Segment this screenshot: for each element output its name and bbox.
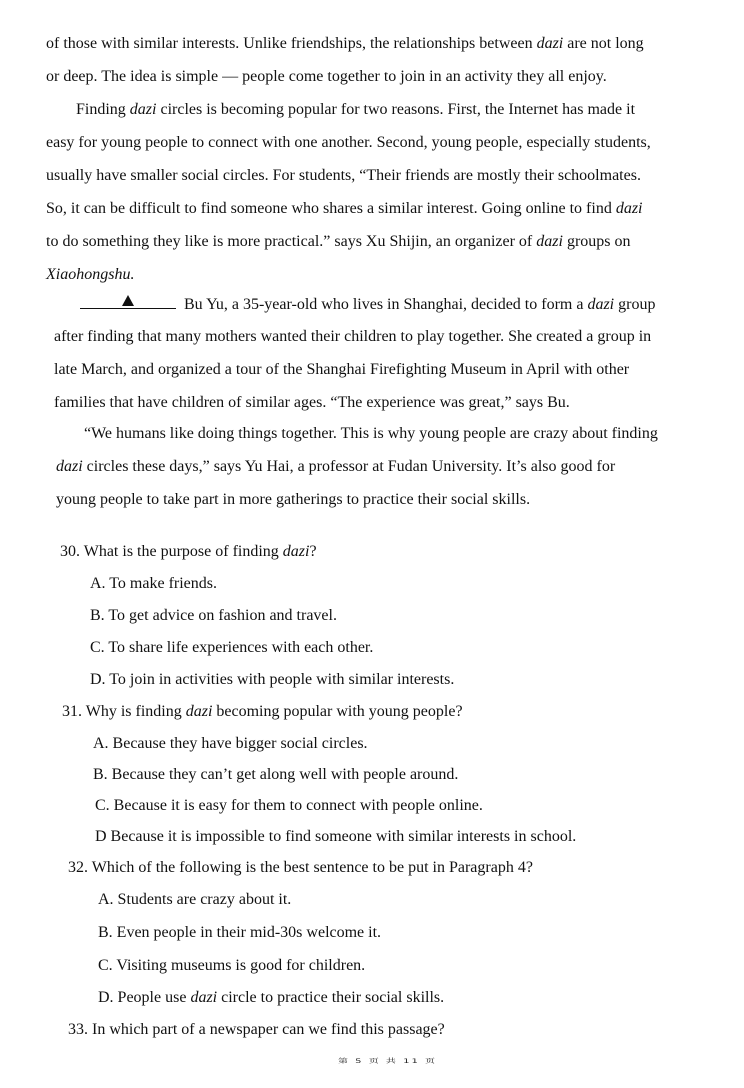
answer-option: C. Visiting museums is good for children. (98, 957, 366, 974)
text-span: are not long (563, 35, 644, 52)
text-span: Finding (76, 101, 130, 118)
text-span: In which part of a newspaper can we find this passage? (92, 1021, 445, 1038)
passage-line (46, 34, 644, 54)
answer-option: C. Because it is easy for them to connect with people online. (95, 797, 483, 814)
text-span: So, it can be difficult to find someone who shares a similar interest. Going online to find (46, 200, 616, 217)
passage-line: or deep. The idea is simple — people come together to join in an activity they all enjoy. (46, 68, 607, 85)
passage-line (76, 100, 635, 120)
text-span: Why is finding (85, 703, 186, 720)
text-span: circles is becoming popular for two reasons. First, the Internet has made it (156, 101, 636, 118)
italic-term: dazi (536, 35, 564, 52)
text-span: groups on (562, 233, 631, 250)
passage-line: after finding that many mothers wanted their children to play together. She created a group in (54, 328, 652, 345)
passage-line (80, 294, 655, 315)
answer-option (98, 988, 444, 1008)
text-span: circle to practice their social skills. (217, 989, 445, 1006)
text-span: Bu Yu, a 35-year-old who lives in Shanghai, decided to form a (184, 296, 588, 313)
italic-term: dazi (536, 233, 563, 250)
text-span: What is the purpose of finding (83, 543, 283, 560)
text-span: of those with similar interests. Unlike friendships, the relationships between (46, 35, 537, 52)
text-span: group (614, 296, 656, 313)
question-stem (62, 702, 463, 722)
answer-option: A. To make friends. (90, 575, 217, 592)
page-footer: 第 5 页 共 11 页 (338, 1058, 437, 1065)
passage-line (56, 457, 615, 477)
passage-line: usually have smaller social circles. For students, “Their friends are mostly their schoolmates. (46, 167, 641, 184)
italic-term: dazi (190, 989, 218, 1006)
answer-option: B. Even people in their mid-30s welcome it. (98, 924, 382, 941)
passage-line (46, 265, 134, 285)
text-span: ? (309, 543, 317, 560)
question-stem (68, 858, 533, 878)
passage-line: late March, and organized a tour of the Shanghai Firefighting Museum in April with other (54, 361, 630, 378)
italic-term: dazi (185, 703, 213, 720)
answer-option: D Because it is impossible to find someone with similar interests in school. (95, 828, 577, 845)
passage-line (46, 232, 631, 252)
passage-line: families that have children of similar ages. “The experience was great,” says Bu. (54, 394, 570, 411)
question-number: 31. (62, 703, 82, 720)
passage-line: “We humans like doing things together. This is why young people are crazy about finding (84, 425, 658, 442)
text-span: circles these days,” says Yu Hai, a professor at Fudan University. It’s also good for (82, 458, 616, 475)
answer-option: A. Because they have bigger social circles. (93, 735, 368, 752)
italic-term: dazi (129, 101, 157, 118)
italic-term: dazi (56, 458, 83, 475)
italic-term: dazi (282, 543, 310, 560)
text-span: to do something they like is more practical.” says Xu Shijin, an organizer of (46, 233, 537, 250)
answer-option: B. To get advice on fashion and travel. (90, 607, 337, 624)
passage-line: young people to take part in more gatherings to practice their social skills. (56, 491, 531, 508)
passage-line: easy for young people to connect with one another. Second, young people, especially students, (46, 134, 651, 151)
passage-line (46, 199, 643, 219)
answer-option: C. To share life experiences with each other. (90, 639, 374, 656)
text-span: D. People use (98, 989, 191, 1006)
question-stem (60, 542, 317, 562)
answer-option: B. Because they can’t get along well with people around. (93, 766, 459, 783)
text-span: becoming popular with young people? (212, 703, 463, 720)
question-number: 33. (68, 1021, 88, 1038)
answer-option: A. Students are crazy about it. (98, 891, 292, 908)
text-span: Which of the following is the best sentence to be put in Paragraph 4? (91, 859, 533, 876)
triangle-icon (122, 295, 134, 306)
answer-blank (80, 294, 176, 309)
italic-term: Xiaohongshu. (46, 266, 135, 283)
question-number: 32. (68, 859, 88, 876)
answer-option: D. To join in activities with people with similar interests. (90, 671, 455, 688)
italic-term: dazi (615, 200, 643, 217)
question-number: 30. (60, 543, 80, 560)
question-stem (68, 1020, 445, 1040)
italic-term: dazi (587, 296, 615, 313)
